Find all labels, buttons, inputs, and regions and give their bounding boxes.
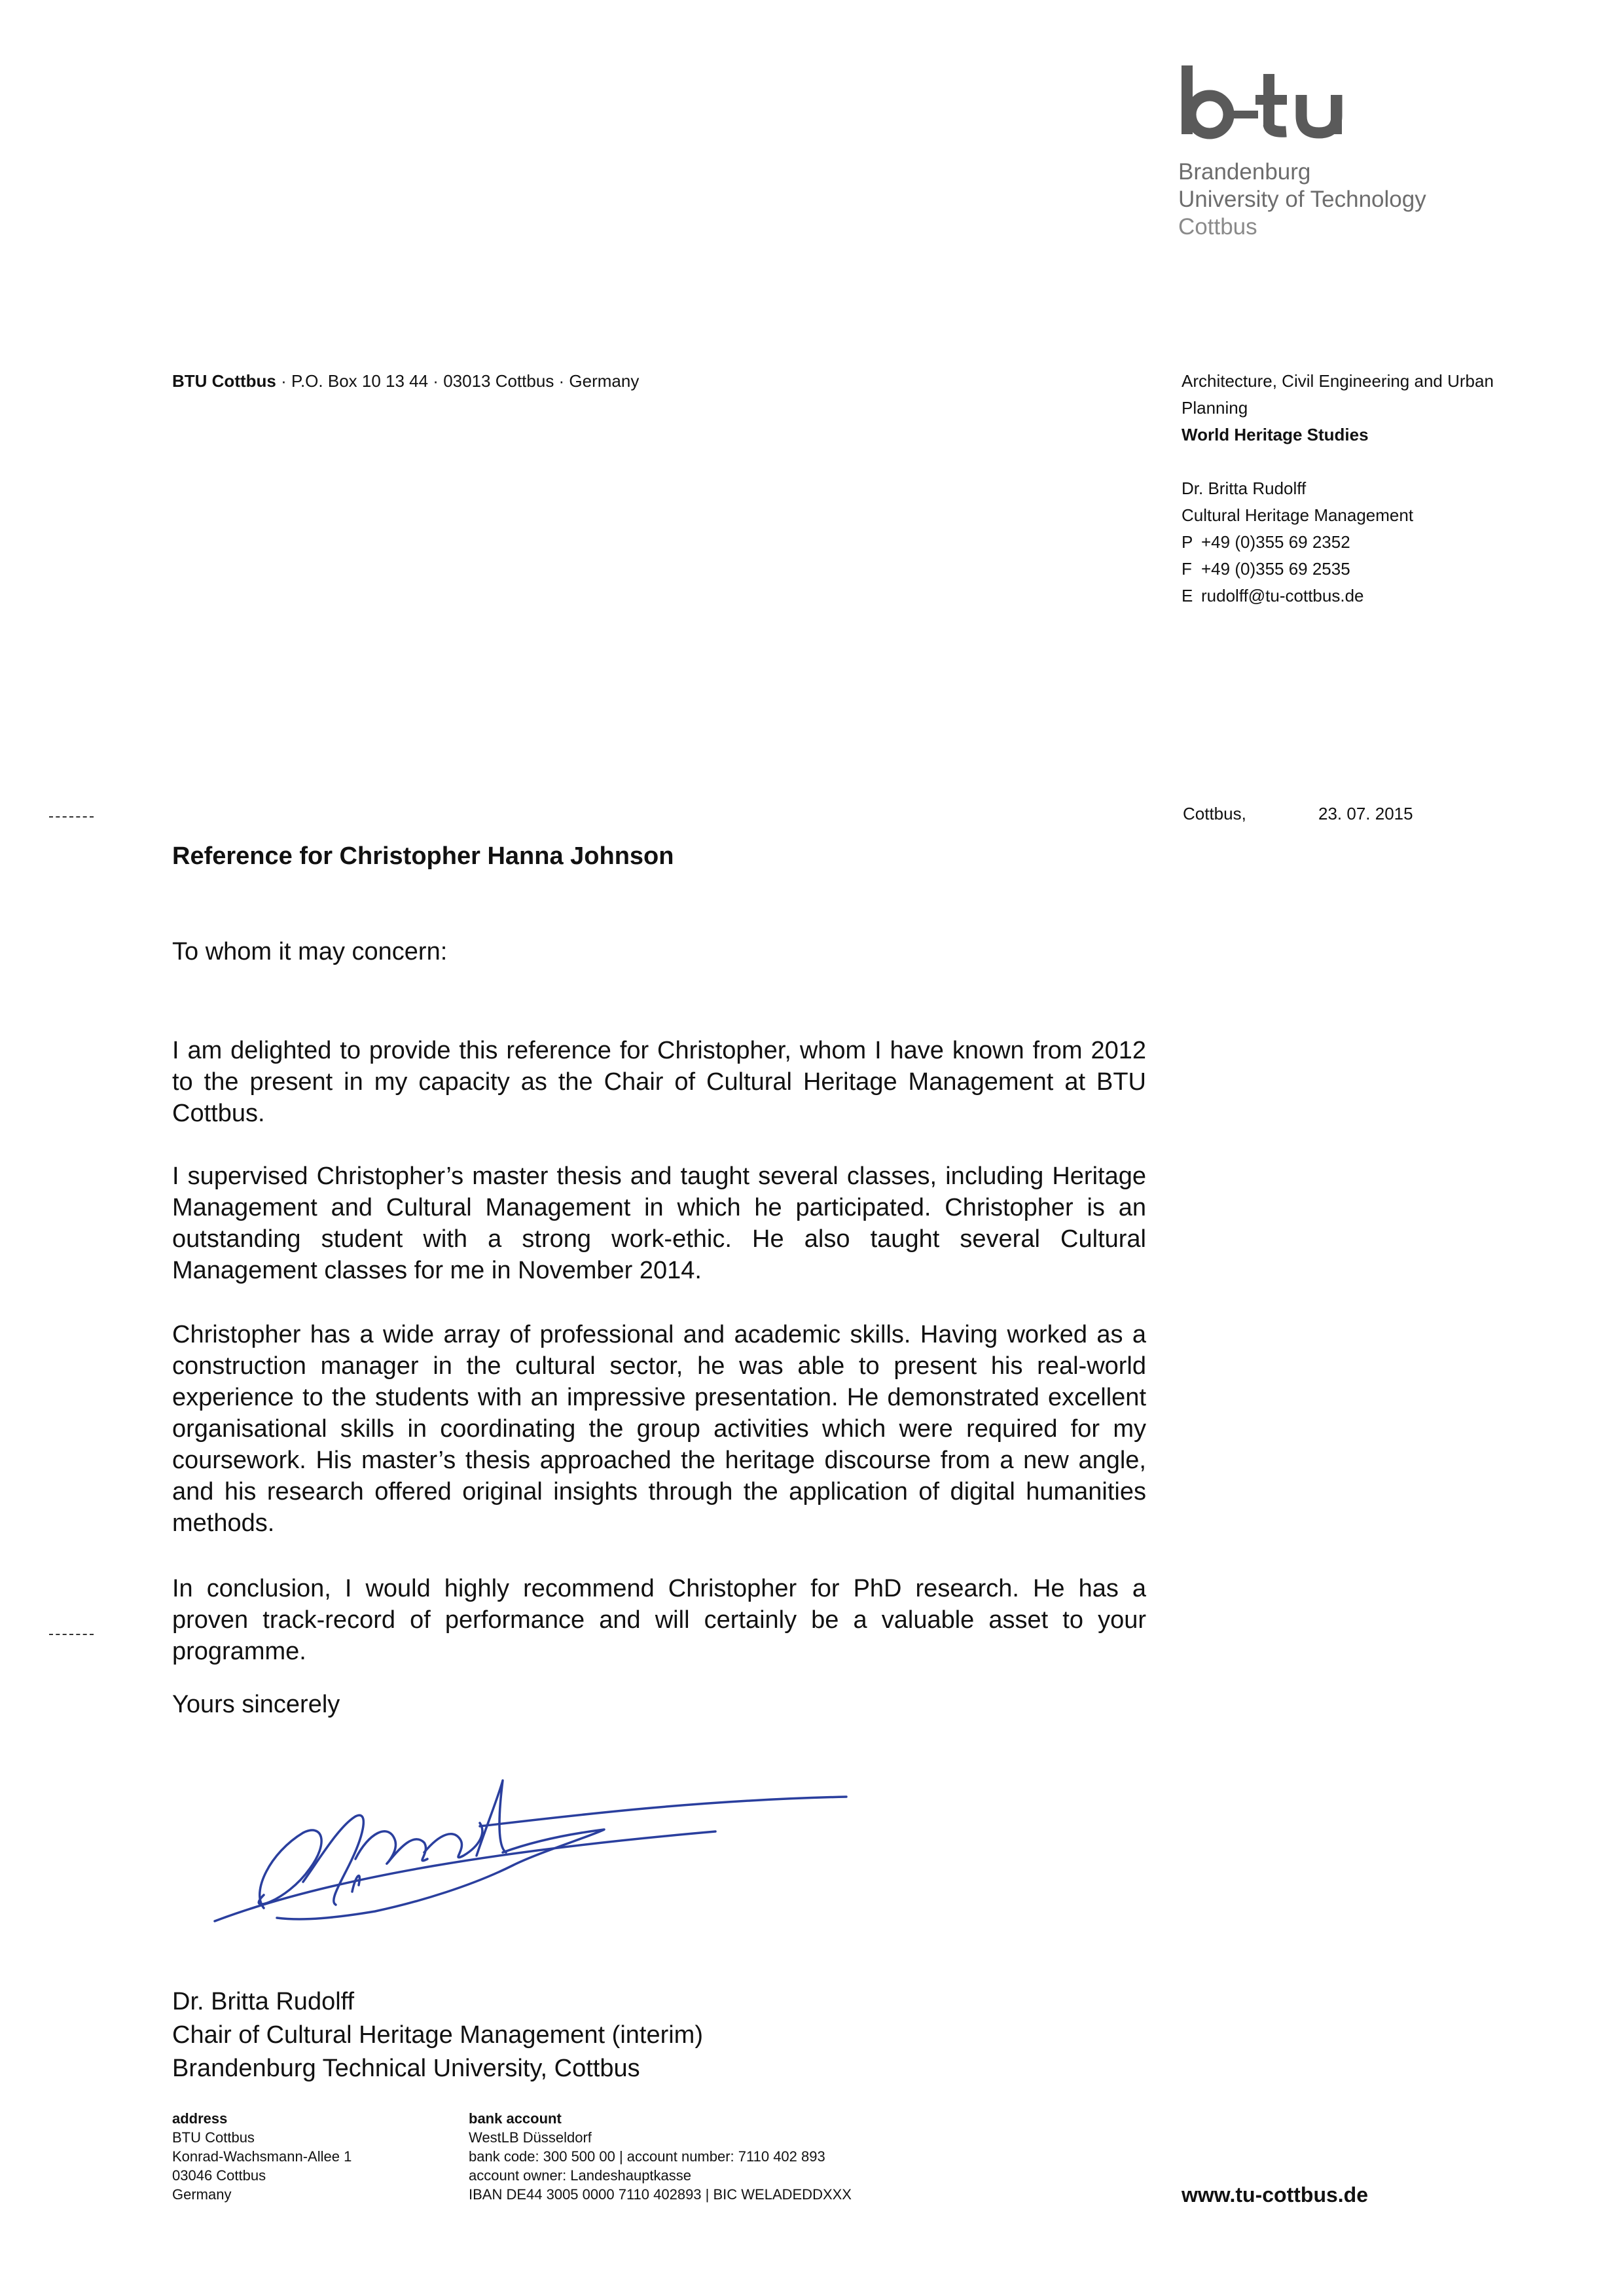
body-paragraph-2: I supervised Christopher’s master thesis and taught several classes, including Heritage Management and Cultural Management in which he participated. Christopher is an outstanding student with a strong work-ethic. He also taught several Cultural Management classes for me in November 2014. (172, 1163, 1146, 1284)
fax-number: +49 (0)355 69 2535 (1201, 559, 1350, 579)
footer-address-line: Germany (172, 2186, 232, 2203)
faculty-line-2: Planning (1182, 398, 1248, 418)
programme-name: World Heritage Studies (1182, 425, 1369, 444)
contact-department: Cultural Heritage Management (1182, 505, 1414, 525)
footer-bank-line: account owner: Landeshauptkasse (469, 2167, 692, 2184)
logo-line-cottbus: Cottbus (1178, 214, 1257, 240)
btu-logo-mark (1178, 62, 1368, 141)
letter-subject: Reference for Christopher Hanna Johnson (172, 842, 674, 870)
signatory-name: Dr. Britta Rudolff (172, 1988, 355, 2015)
fax-row (1182, 556, 1548, 583)
logo-line-brandenburg: Brandenburg (1178, 159, 1311, 185)
signatory-block (172, 1985, 703, 2085)
email-label: E (1182, 586, 1193, 605)
footer-bank-heading: bank account (469, 2110, 562, 2127)
faculty-line-1: Architecture, Civil Engineering and Urban (1182, 371, 1494, 391)
footer-address-line: Konrad-Wachsmann-Allee 1 (172, 2148, 352, 2165)
footer-address-line: 03046 Cottbus (172, 2167, 266, 2184)
fold-mark-bottom (49, 1634, 94, 1635)
phone-label: P (1182, 532, 1193, 552)
letter-date: 23. 07. 2015 (1318, 804, 1413, 823)
body-paragraph-4: In conclusion, I would highly recommend Christopher for PhD research. He has a proven track-record of performance and will certainly be a valuable asset to your programme. (172, 1575, 1146, 1665)
footer-address (172, 2109, 352, 2204)
phone-row (1182, 529, 1548, 556)
contact-info-column (1182, 368, 1548, 609)
body-paragraph-3: Christopher has a wide array of professional and academic skills. Having worked as a construction manager in the cultural sector, he was able to present his real-world experience to the students with an impressive presentation. He demonstrated excellent organisational skills in coordinating the group activities which were required for my coursework. His master’s thesis approached the heritage discourse from a new angle, and his research offered original insights through the application of digital humanities methods. (172, 1321, 1146, 1537)
footer-bank-line: bank code: 300 500 00 | account number: 7110 402 893 (469, 2148, 825, 2165)
contact-name: Dr. Britta Rudolff (1182, 478, 1307, 498)
sender-address: · P.O. Box 10 13 44 · 03013 Cottbus · Germany (276, 371, 640, 391)
sender-name: BTU Cottbus (172, 371, 276, 391)
logo-text (1178, 158, 1584, 241)
fold-mark-top (49, 816, 94, 818)
logo-line-university: University of Technology (1178, 187, 1426, 212)
footer-address-line: BTU Cottbus (172, 2129, 255, 2146)
footer-bank-account (469, 2109, 852, 2204)
signatory-title: Chair of Cultural Heritage Management (interim) (172, 2021, 703, 2049)
footer-bank-line: IBAN DE44 3005 0000 7110 402893 | BIC WELADEDDXXX (469, 2186, 852, 2203)
sender-return-address (172, 371, 639, 391)
handwritten-signature (172, 1754, 873, 1954)
footer-website-link[interactable]: www.tu-cottbus.de (1182, 2183, 1369, 2207)
salutation: To whom it may concern: (172, 938, 448, 965)
email-address: rudolff@tu-cottbus.de (1201, 586, 1364, 605)
body-paragraph-1: I am delighted to provide this reference for Christopher, whom I have known from 2012 to the present in my capacity as the Chair of Cultural Heritage Management at BTU Cottbus. (172, 1037, 1146, 1127)
closing: Yours sincerely (172, 1691, 340, 1718)
email-row (1182, 583, 1548, 609)
footer-bank-line: WestLB Düsseldorf (469, 2129, 592, 2146)
phone-number: +49 (0)355 69 2352 (1201, 532, 1350, 552)
fax-label: F (1182, 559, 1192, 579)
date-place: Cottbus, (1183, 804, 1246, 823)
signatory-institution: Brandenburg Technical University, Cottbus (172, 2055, 640, 2082)
university-logo (1178, 62, 1584, 259)
footer-address-heading: address (172, 2110, 228, 2127)
